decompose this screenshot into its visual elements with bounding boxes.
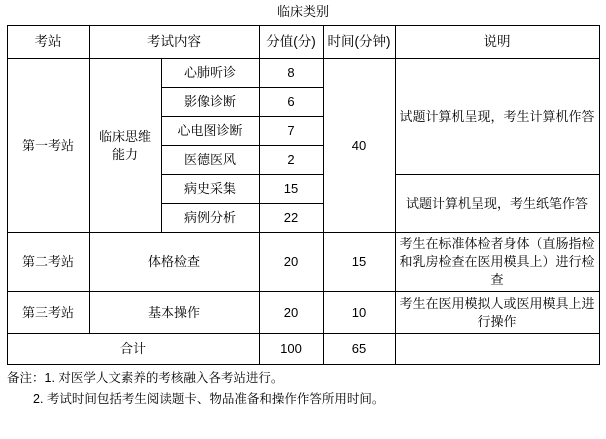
station1-item-score: 22 [259, 204, 323, 233]
station1-content: 临床思维能力 [89, 59, 161, 233]
table-row [7, 59, 599, 88]
station3-time: 10 [323, 292, 395, 334]
station3-score: 20 [259, 292, 323, 334]
station2-note: 考生在标准体检者身体（直肠指检和乳房检查在医用模具上）进行检查 [395, 233, 599, 292]
header-description: 说明 [395, 26, 599, 59]
total-time: 65 [323, 334, 395, 365]
station2-content: 体格检查 [89, 233, 259, 292]
footer-notes [7, 365, 599, 410]
header-station: 考站 [7, 26, 89, 59]
station1-item-score: 6 [259, 88, 323, 117]
table-header-row [7, 26, 599, 59]
note-line-1: 备注：1. 对医学人文素养的考核融入各考站进行。 [7, 371, 284, 385]
total-score: 100 [259, 334, 323, 365]
station1-item-score: 7 [259, 117, 323, 146]
header-score: 分值(分) [259, 26, 323, 59]
total-note [395, 334, 599, 365]
page-title: 临床类别 [276, 4, 329, 19]
exam-table [7, 25, 600, 365]
station1-item-score: 2 [259, 146, 323, 175]
note-line-2: 2. 考试时间包括考生阅读题卡、物品准备和操作作答所用时间。 [33, 392, 385, 406]
station1-item-name: 病例分析 [161, 204, 259, 233]
table-row [7, 233, 599, 292]
header-time: 时间(分钟) [323, 26, 395, 59]
station3-note: 考生在医用模拟人或医用模具上进行操作 [395, 292, 599, 334]
table-header [7, 26, 599, 59]
station1-item-name: 影像诊断 [161, 88, 259, 117]
station3-content: 基本操作 [89, 292, 259, 334]
station1-note-top: 试题计算机呈现，考生计算机作答 [395, 59, 599, 175]
station1-item-name: 医德医风 [161, 146, 259, 175]
total-label: 合计 [7, 334, 259, 365]
table-row [7, 292, 599, 334]
station1-item-score: 8 [259, 59, 323, 88]
station2-score: 20 [259, 233, 323, 292]
station3-label: 第三考站 [7, 292, 89, 334]
station2-time: 15 [323, 233, 395, 292]
header-content: 考试内容 [89, 26, 259, 59]
station1-item-score: 15 [259, 175, 323, 204]
station1-item-name: 心电图诊断 [161, 117, 259, 146]
station1-item-name: 心肺听诊 [161, 59, 259, 88]
station2-label: 第二考站 [7, 233, 89, 292]
station1-time: 40 [323, 59, 395, 233]
station1-label: 第一考站 [7, 59, 89, 233]
station1-item-name: 病史采集 [161, 175, 259, 204]
table-total-row [7, 334, 599, 365]
station1-note-bottom: 试题计算机呈现，考生纸笔作答 [395, 175, 599, 233]
